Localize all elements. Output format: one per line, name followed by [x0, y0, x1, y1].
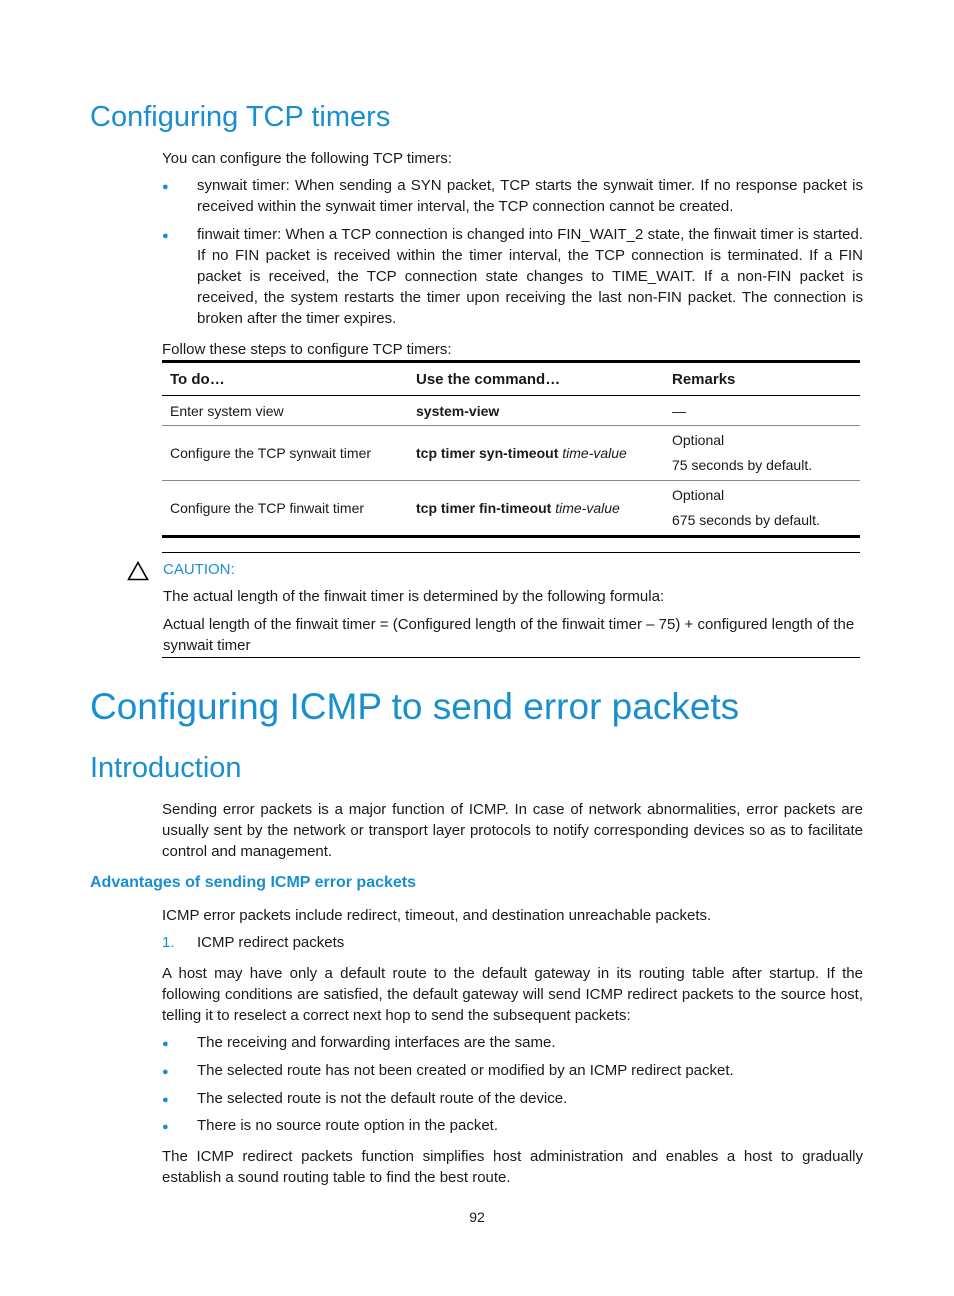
section-title-introduction: Introduction — [90, 752, 242, 784]
table-cell-todo: Enter system view — [162, 396, 408, 426]
list-item: The selected route has not been created or modified by an ICMP redirect packet. — [197, 1062, 734, 1079]
tcp-intro: You can configure the following TCP timers: — [162, 150, 452, 167]
numbered-item-number: 1. — [162, 934, 175, 951]
numbered-item-label: ICMP redirect packets — [197, 934, 345, 951]
chapter-title-icmp: Configuring ICMP to send error packets — [90, 686, 740, 727]
caution-label: CAUTION: — [163, 561, 235, 578]
table-header-cell: Use the command… — [408, 362, 664, 396]
table-cell-remarks — [664, 426, 860, 481]
command-argument: time-value — [555, 500, 620, 516]
bullet-icon: ● — [162, 1121, 169, 1133]
bullet-icon: ● — [162, 181, 169, 193]
subsection-title-advantages: Advantages of sending ICMP error packets — [90, 874, 417, 891]
table-cell-todo: Configure the TCP synwait timer — [162, 426, 408, 481]
table-cell-remarks: — — [664, 396, 860, 426]
remark-optional: Optional — [672, 487, 725, 503]
introduction-text: Sending error packets is a major function of ICMP. In case of network abnormalities, error packets are usually sent by the network or transport layer protocols to notify corresponding devices so as to facilitate control and management. — [162, 801, 863, 860]
table-cell-todo: Configure the TCP finwait timer — [162, 481, 408, 537]
bullet-synwait: synwait timer: When sending a SYN packet, TCP starts the synwait timer. If no response packet is received within the synwait timer interval, the TCP connection cannot be created. — [197, 177, 863, 215]
bullet-icon: ● — [162, 1066, 169, 1078]
remark-default: 75 seconds by default. — [672, 457, 813, 473]
steps-intro: Follow these steps to configure TCP timers: — [162, 341, 452, 358]
remark-default: 675 seconds by default. — [672, 512, 820, 528]
table-header-cell: Remarks — [664, 362, 860, 396]
table-row — [162, 481, 860, 537]
redirect-text: A host may have only a default route to the default gateway in its routing table after startup. If the following conditions are satisfied, the default gateway will send ICMP redirect packets to the source host, telling it to reselect a correct next hop to send the subsequent packets: — [162, 965, 863, 1024]
table-row — [162, 426, 860, 481]
list-item: The receiving and forwarding interfaces are the same. — [197, 1034, 556, 1051]
advantages-text: ICMP error packets include redirect, timeout, and destination unreachable packets. — [162, 907, 712, 924]
list-item: The selected route is not the default route of the device. — [197, 1090, 568, 1107]
table-cell-remarks — [664, 481, 860, 537]
command-table — [162, 360, 860, 538]
list-item: There is no source route option in the packet. — [197, 1117, 499, 1134]
command-keyword: tcp timer syn-timeout — [416, 445, 559, 461]
table-cell-command — [408, 481, 664, 537]
section-title-tcp-timers: Configuring TCP timers — [90, 101, 391, 133]
table-cell-command — [408, 426, 664, 481]
command-keyword: tcp timer fin-timeout — [416, 500, 552, 516]
remark-optional: Optional — [672, 432, 725, 448]
bullet-icon: ● — [162, 1038, 169, 1050]
caution-formula: Actual length of the finwait timer = (Configured length of the finwait timer – 75) + configured length of the synwait timer — [163, 616, 855, 654]
page-number: 92 — [469, 1209, 485, 1225]
command-argument: time-value — [562, 445, 627, 461]
bullet-finwait: finwait timer: When a TCP connection is changed into FIN_WAIT_2 state, the finwait timer is started. If no FIN packet is received within the timer interval, the TCP connection is terminated. If a FIN packet is received, the TCP connection state changes to TIME_WAIT. If a non-FIN packet is received, the system restarts the timer upon receiving the last non-FIN packet. The connection is broken after the timer expires. — [197, 226, 863, 327]
command-keyword: system-view — [416, 402, 500, 419]
bullet-icon: ● — [162, 1094, 169, 1106]
caution-line-1: The actual length of the finwait timer is determined by the following formula: — [163, 588, 665, 605]
table-row — [162, 396, 860, 426]
table-header-row — [162, 362, 860, 396]
table-cell-command — [408, 396, 664, 426]
bullet-icon: ● — [162, 230, 169, 242]
closing-text: The ICMP redirect packets function simplifies host administration and enables a host to gradually establish a sound routing table to find the best route. — [162, 1148, 863, 1186]
table-header-cell: To do… — [162, 362, 408, 396]
warning-triangle-icon — [127, 561, 149, 581]
